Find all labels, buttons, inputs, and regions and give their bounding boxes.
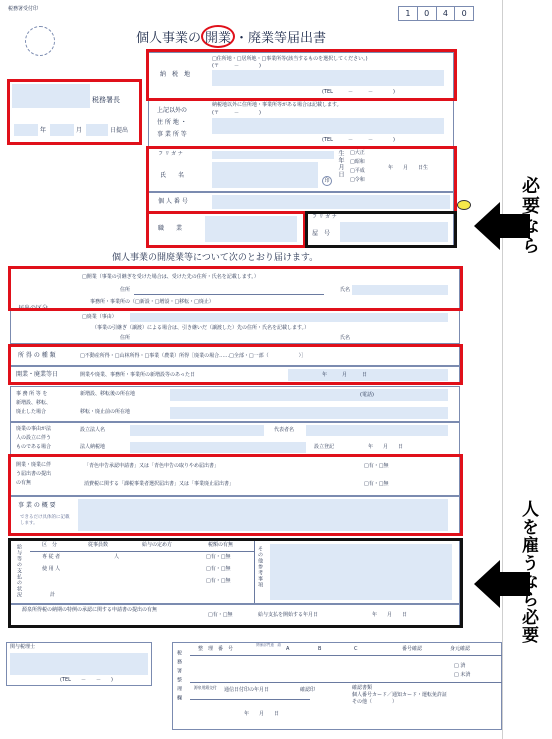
branch-old-input[interactable] <box>170 407 448 419</box>
open-date-text: 開業や廃業、事務所・事業所の新増設等のあった日 <box>80 372 195 378</box>
filing-row2-yesno[interactable]: □有・□無 <box>364 481 389 487</box>
close-reason-input[interactable] <box>130 313 448 322</box>
form-number-digit: 1 <box>399 7 418 20</box>
era-showa[interactable]: □昭和 <box>350 159 365 165</box>
submit-year-label: 年 <box>40 127 47 134</box>
other-address-tel: (TEL － － ) <box>322 137 395 143</box>
office-col-a: A <box>286 646 290 652</box>
other-address-label-1: 上記以外の <box>157 107 188 114</box>
office-col-c: C <box>354 646 358 652</box>
mynumber-label: 個 人 番 号 <box>158 198 188 205</box>
salary-start-fields[interactable]: 年 月 日 <box>372 612 408 618</box>
trade-furigana: フ リ ガ ナ <box>312 214 337 220</box>
corp-reg-fields[interactable]: 年 月 日 <box>368 444 404 450</box>
branch-row1: 新増設、移転後の所在地 <box>80 391 136 397</box>
furigana-label: フ リ ガ ナ <box>158 151 183 157</box>
form-number-digit: 0 <box>461 9 467 18</box>
open-date-fields: 年 月 日 <box>322 372 368 378</box>
address-options[interactable]: □住所地・□居所地・□事業所等(該当するものを選択してください。) <box>212 56 368 62</box>
highlight-office-date <box>7 79 142 145</box>
filing-label-3: の有無 <box>16 480 32 486</box>
title-prefix: 個人事業の <box>136 31 202 46</box>
other-address-input[interactable] <box>212 118 444 134</box>
office-col-dept: 関係部門連 絡 <box>256 643 282 647</box>
corp-addr-input[interactable] <box>130 442 306 453</box>
salary-header-tax: 税額の有無 <box>208 542 234 548</box>
branch-label-3: 廃止した場合 <box>16 409 47 415</box>
highlight-trade-name <box>305 211 457 248</box>
page-title <box>136 25 326 48</box>
income-label: 所 得 の 種 類 <box>18 352 56 359</box>
salary-yesno-2[interactable]: □有・□無 <box>206 566 231 572</box>
salary-row-total: 計 <box>50 592 56 598</box>
salary-special-label: 源泉所得税の納期の特例の承認に関する申請書の提出の有無 <box>22 607 158 613</box>
corp-rep-label: 代表者名 <box>274 427 295 433</box>
salary-yesno-1[interactable]: □有・□無 <box>206 554 231 560</box>
form-number-digit: 0 <box>418 7 437 20</box>
office-row2-seal: 確認印 <box>300 687 316 693</box>
branch-label-1: 事 務 所 等 を <box>16 391 48 397</box>
category-name2: 氏名 <box>340 335 351 341</box>
category-office[interactable]: 事務所・事業所の（□新設・□増設・□移転・□廃止） <box>90 299 214 305</box>
highlight-salary <box>8 538 463 628</box>
category-open[interactable]: □開業（事業の引継ぎを受けた場合は、受けた先の住所・氏名を記載します。） <box>82 274 259 280</box>
office-row2-source: 源泉用紙交付 <box>194 685 217 690</box>
name-label: 氏 名 <box>160 172 185 179</box>
office-id-docs-3: その他（ ） <box>352 699 398 705</box>
office-use-row-line <box>190 682 502 683</box>
office-col-number-check: 番号確認 <box>402 646 423 652</box>
note-required-if-needed: 必要なら <box>519 176 540 256</box>
salary-header-count: 従事員数 <box>88 542 109 548</box>
stamp-circle <box>25 26 55 56</box>
birth-fields[interactable]: 年 月 日生 <box>388 165 429 171</box>
branch-new-input[interactable] <box>170 389 448 401</box>
other-address-label-2: 住 所 地 ・ <box>157 119 187 126</box>
preparer-label: 関与税理士 <box>10 644 36 650</box>
category-close-note: （事業の引継ぎ（譲渡）による場合は、引き継いだ（譲渡した）先の住所・氏名を記載します。） <box>92 325 310 331</box>
seal-mark: 印 <box>322 176 332 186</box>
highlight-filing-summary <box>8 454 463 536</box>
highlight-income-date <box>8 344 463 385</box>
corp-label-2: 人の設立に伴う <box>16 435 52 441</box>
salary-row-employee: 使 用 人 <box>42 566 61 572</box>
corp-reg-label: 設立登記 <box>314 444 335 450</box>
salary-yesno-3[interactable]: □有・□無 <box>206 578 231 584</box>
office-row3-date: 年 月 日 <box>244 711 280 717</box>
branch-row2: 移転・廃止前の所在地 <box>80 409 131 415</box>
branch-tel: (電話) <box>360 392 374 398</box>
form-number-box <box>398 6 474 21</box>
open-date-label: 開業・廃業等日 <box>16 371 59 378</box>
corp-addr-label: 法人納税地 <box>80 444 106 450</box>
office-use-side-text: 税務署整理欄 <box>176 650 182 704</box>
subtitle: 個人事業の開廃業等について次のとおり届けます。 <box>112 253 319 263</box>
id-check-pending[interactable]: □ 未済 <box>454 672 471 678</box>
stamp-label: 税務署受付印 <box>8 6 39 12</box>
office-row2-date: 通信日付印の年月日 <box>224 687 270 693</box>
office-use-side <box>176 650 183 724</box>
trade-label: 屋 号 <box>312 230 331 237</box>
salary-start-label: 給与支払を開始する年月日 <box>258 612 319 618</box>
birth-label-text: 生年月日 <box>337 150 344 178</box>
highlight-address <box>146 49 457 101</box>
salary-unit: 人 <box>114 554 120 560</box>
category-name: 氏名 <box>340 287 351 293</box>
salary-other-label-text: その他参考事項 <box>257 546 263 588</box>
era-reiwa[interactable]: □令和 <box>350 177 365 183</box>
office-col-id-check: 身元確認 <box>450 646 471 652</box>
highlight-job <box>146 211 306 248</box>
branch-label-2: 新増設、移転、 <box>16 400 52 406</box>
address-zip: (〒 － ) <box>212 63 261 69</box>
id-check-done[interactable]: □ 済 <box>454 663 466 669</box>
note-required-if-hiring: 人を雇うなら必要 <box>518 500 538 644</box>
corp-label-1: 廃業の事由が法 <box>16 426 52 432</box>
salary-side-label-text: 給与等の支払の状況 <box>16 544 22 598</box>
other-address-label-3: 事 業 所 等 <box>157 131 187 138</box>
tax-office-suffix: 税務署長 <box>92 96 120 104</box>
office-col-b: B <box>318 646 322 652</box>
highlight-name-number <box>146 146 457 214</box>
category-addr2: 住所 <box>120 335 131 341</box>
filing-row1: 「青色申告承認申請書」又は「青色申告の取りやめ届出書」 <box>84 463 220 469</box>
title-highlight: 開業 <box>201 25 235 48</box>
corp-rep-input[interactable] <box>306 425 448 436</box>
category-label: 届出の区分 <box>18 305 49 312</box>
era-taisho[interactable]: □大正 <box>350 150 365 156</box>
summary-label: 事 業 の 概 要 <box>18 502 56 509</box>
corp-label-3: ものである場合 <box>16 444 52 450</box>
filing-label-2: う届出書の提出 <box>16 471 52 477</box>
income-options[interactable]: □不動産所得・□山林所得・□事業（農業）所得［廃業の場合……□全部・□一部（ ）］ <box>80 353 307 359</box>
address-tel: (TEL － － ) <box>322 89 395 95</box>
preparer-input[interactable] <box>10 653 148 675</box>
salary-row-family: 専 従 者 <box>42 554 61 560</box>
office-use-row-line <box>190 655 502 656</box>
summary-note: できるだけ具体的に記載します。 <box>20 515 70 526</box>
comment-marker-icon[interactable] <box>457 200 471 210</box>
preparer-tel: (TEL － － ) <box>60 677 113 683</box>
office-col-number: 整 理 番 号 <box>198 646 234 652</box>
salary-header-method: 給与の定め方 <box>142 542 173 548</box>
address-label: 納 税 地 <box>160 71 191 78</box>
submit-day-label: 日提出 <box>110 127 129 134</box>
salary-header-class: 区 分 <box>42 542 58 548</box>
corp-name-label: 設立法人名 <box>80 427 106 433</box>
category-addr: 住所 <box>120 287 131 293</box>
office-use-row-line <box>190 699 310 700</box>
office-id-docs-1: 確認書類 <box>352 685 373 691</box>
filing-row1-yesno[interactable]: □有・□無 <box>364 463 389 469</box>
filing-row2: 消費税に関する「課税事業者選択届出書」又は「事業廃止届出書」 <box>84 481 235 487</box>
category-close[interactable]: □廃業（事由） <box>82 314 117 320</box>
era-heisei[interactable]: □平成 <box>350 168 365 174</box>
form-number-digit: 4 <box>437 7 456 20</box>
highlight-category-open <box>8 266 463 311</box>
filing-label-1: 開業・廃業に伴 <box>16 462 52 468</box>
submit-month-label: 月 <box>76 127 83 134</box>
other-address-zip: (〒 － ) <box>212 110 261 116</box>
corp-name-input[interactable] <box>130 425 264 436</box>
job-label: 職 業 <box>158 225 183 232</box>
office-id-docs-2: 個人番号カード／通知カード・運転免許証 <box>352 692 448 698</box>
other-address-note: 納税地以外に住所地・事業所等がある場合は記載します。 <box>212 102 342 108</box>
salary-special-yesno[interactable]: □有・□無 <box>208 612 233 618</box>
title-suffix: ・廃業等届出書 <box>235 31 327 46</box>
